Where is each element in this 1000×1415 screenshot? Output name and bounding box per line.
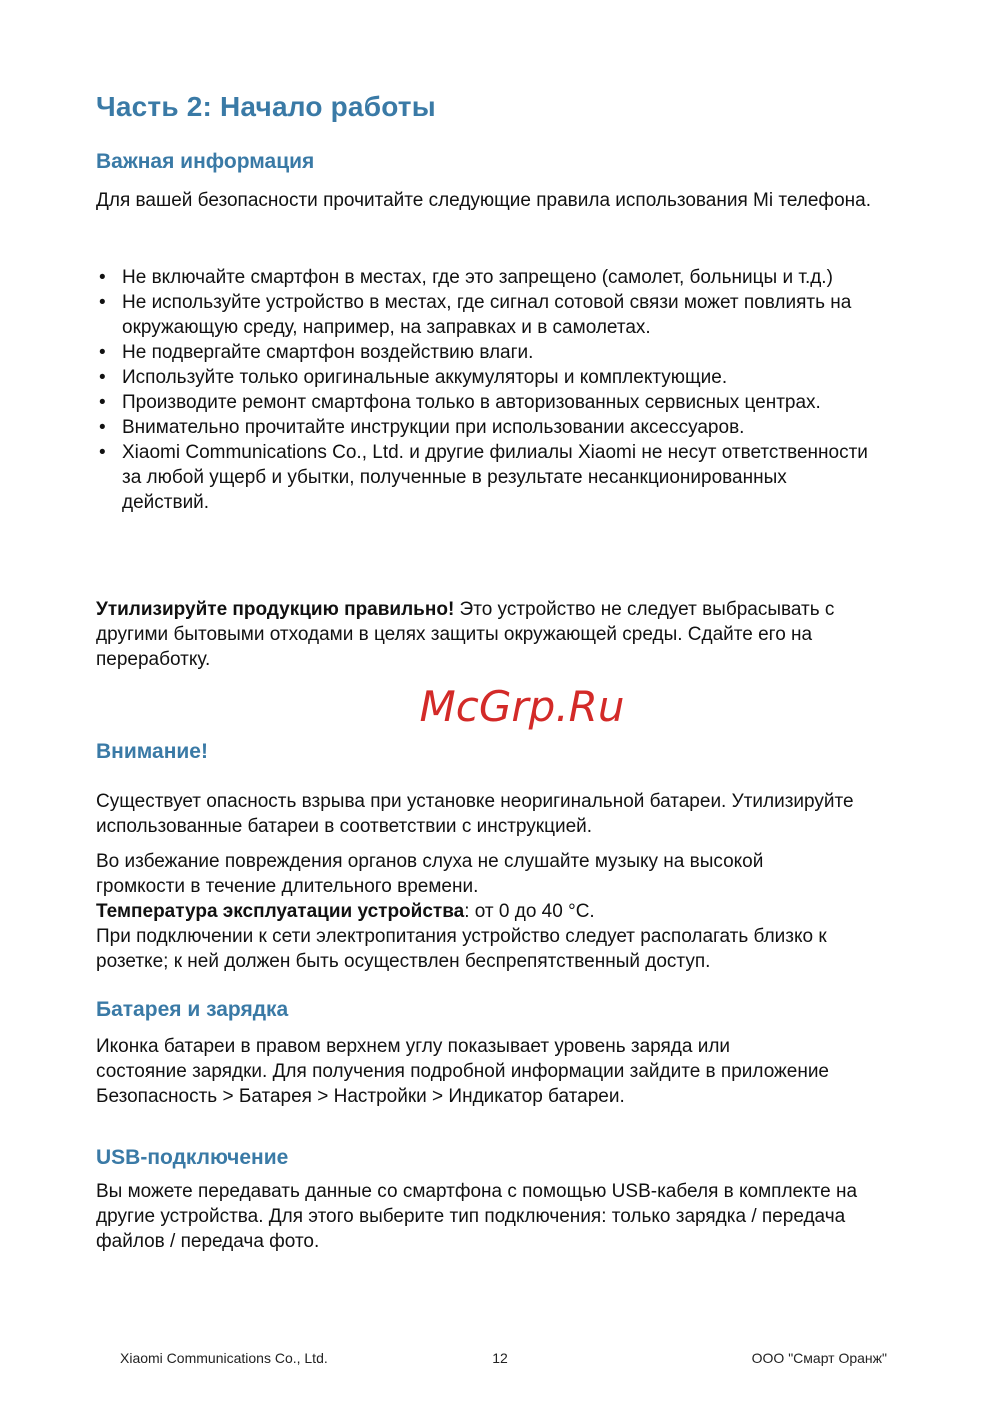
bullet-line: окружающую среду, например, на заправках и в самолетах.: [122, 317, 651, 338]
intro-paragraph: [96, 188, 934, 213]
warning-line: Существует опасность взрыва при установке неоригинальной батареи. Утилизируйте: [96, 791, 854, 812]
bullet-item: [96, 415, 934, 440]
bullet-line: • Не включайте смартфон в местах, где это запрещено (самолет, больницы и т.д.): [122, 267, 833, 288]
usb-line: файлов / передача фото.: [96, 1231, 320, 1252]
bullet-line: действий.: [122, 492, 210, 513]
intro-line: Для вашей безопасности прочитайте следующие правила использования Mi телефона.: [96, 190, 871, 211]
recycle-line-3: переработку.: [96, 649, 211, 670]
battery-line: состояние зарядки. Для получения подробной информации зайдите в приложение: [96, 1061, 830, 1082]
battery-line: Иконка батареи в правом верхнем углу показывает уровень заряда или: [96, 1036, 731, 1057]
warning-line: розетке; к ней должен быть осуществлен беспрепятственный доступ.: [96, 951, 711, 972]
page-footer: [0, 1349, 1000, 1369]
bullet-line: • Производите ремонт смартфона только в авторизованных сервисных центрах.: [122, 392, 821, 413]
safety-bullet-list: [96, 265, 934, 515]
battery-line: Безопасность > Батарея > Настройки > Индикатор батареи.: [96, 1086, 625, 1107]
bullet-line: • Внимательно прочитайте инструкции при использовании аксессуаров.: [122, 417, 745, 438]
bullet-line: за любой ущерб и убытки, полученные в результате несанкционированных: [122, 467, 787, 488]
page-content: [0, 90, 1000, 1254]
bullet-line: • Xiaomi Communications Co., Ltd. и другие филиалы Xiaomi не несут ответственности: [122, 442, 868, 463]
temperature-line: [96, 899, 934, 924]
bullet-item: [96, 440, 934, 515]
warning-paragraph-battery-explosion: [96, 789, 934, 839]
section-heading-battery: Батарея и зарядка: [96, 998, 289, 1021]
bullet-item: [96, 390, 934, 415]
temperature-value: : от 0 до 40 °C.: [464, 901, 595, 922]
footer-publisher: ООО "Смарт Оранж": [751, 1350, 887, 1366]
footer-company: Xiaomi Communications Co., Ltd.: [120, 1350, 328, 1366]
warning-line: громкости в течение длительного времени.: [96, 876, 479, 897]
usb-paragraph: [96, 1179, 934, 1254]
bullet-line: • Не используйте устройство в местах, где сигнал сотовой связи может повлиять на: [122, 292, 852, 313]
usb-line: Вы можете передавать данные со смартфона с помощью USB-кабеля в комплекте на: [96, 1181, 858, 1202]
temperature-bold-lead: Температура эксплуатации устройства: [96, 901, 465, 922]
battery-paragraph: [96, 1034, 934, 1109]
recycle-line-2: другими бытовыми отходами в целях защиты окружающей среды. Сдайте его на: [96, 624, 813, 645]
recycle-paragraph: [96, 597, 934, 672]
section-heading-warning: Внимание!: [96, 740, 208, 763]
watermark-text: McGrp.Ru: [419, 682, 625, 731]
recycle-line-1: [96, 597, 934, 622]
section-heading-important-info: Важная информация: [96, 150, 315, 173]
chapter-title: Часть 2: Начало работы: [96, 91, 436, 122]
bullet-line: • Не подвергайте смартфон воздействию влаги.: [122, 342, 534, 363]
bullet-item: [96, 365, 934, 390]
footer-page-number: 12: [492, 1350, 508, 1366]
section-heading-usb: USB-подключение: [96, 1146, 289, 1169]
recycle-line-1-rest: Это устройство не следует выбрасывать с: [454, 599, 835, 620]
warning-line: Во избежание повреждения органов слуха не слушайте музыку на высокой: [96, 851, 764, 872]
warning-paragraph-hearing-temp-power: [96, 849, 934, 974]
warning-line: При подключении к сети электропитания устройство следует располагать близко к: [96, 926, 827, 947]
bullet-item: [96, 290, 934, 340]
bullet-item: [96, 265, 934, 290]
usb-line: другие устройства. Для этого выберите тип подключения: только зарядка / передача: [96, 1206, 846, 1227]
bullet-line: • Используйте только оригинальные аккумуляторы и комплектующие.: [122, 367, 728, 388]
bullet-item: [96, 340, 934, 365]
recycle-bold-lead: Утилизируйте продукцию правильно!: [96, 599, 455, 620]
warning-line: использованные батареи в соответствии с инструкцией.: [96, 816, 593, 837]
